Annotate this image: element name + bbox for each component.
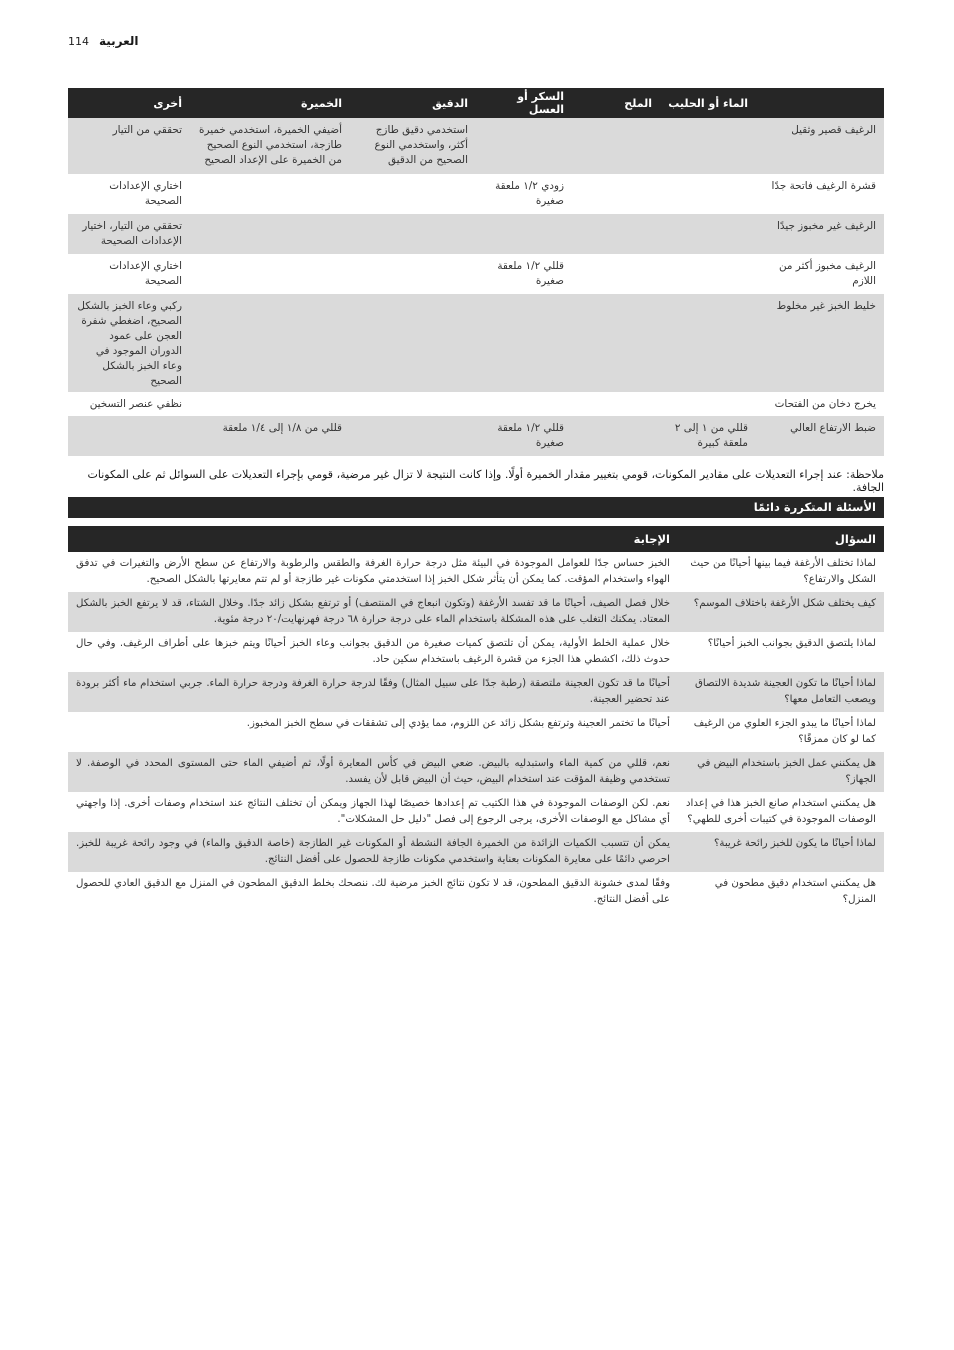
- table-row: [68, 416, 884, 456]
- section-language: العربية: [99, 34, 139, 48]
- table-cell: [476, 392, 572, 416]
- table-row: [68, 672, 884, 712]
- faq-answer: يمكن أن تتسبب الكميات الزائدة من الخميرة الجافة النشطة أو المكونات غير الطازجة (خاصة الدقيق والماء) في وجود رائحة غريبة للخبز. احرصي دائمًا على معايرة المكونات بعناية واستخدمي مكونات طازجة للحصول على أفضل النتائج.: [68, 832, 678, 872]
- column-header-question: السؤال: [678, 526, 884, 552]
- table-row: [68, 214, 884, 254]
- table-cell: [476, 118, 572, 174]
- table-row: [68, 392, 884, 416]
- faq-question: هل يمكنني عمل الخبز باستخدام البيض في الجهاز؟: [678, 752, 884, 792]
- table-cell: [572, 214, 660, 254]
- table-cell: [572, 118, 660, 174]
- faq-question: لماذا أحيانًا ما تكون العجينة شديدة الالتصاق ويصعب التعامل معها؟: [678, 672, 884, 712]
- faq-question: هل يمكنني استخدام صانع الخبز هذا في إعداد الوصفات الموجودة في كتيبات أخرى للطهي؟: [685, 798, 876, 825]
- faq-answer: أحيانًا ما قد تكون العجينة ملتصقة (رطبة جدًا على سبيل المثال) وفقًا لدرجة حرارة الغرفة ودرجة حرارة الماء. جربي استخدام ماء أكثر برودة عند تحضير العجينة.: [68, 672, 678, 712]
- table-cell: [660, 118, 756, 174]
- table-cell: يخرج دخان من الفتحات: [774, 398, 876, 410]
- column-header-problem: [756, 88, 884, 118]
- table-cell: [572, 174, 660, 214]
- column-header-other: أخرى: [68, 88, 190, 118]
- table-cell: قللي من ١/٨ إلى ١/٤ ملعقة: [190, 416, 350, 456]
- faq-question: هل يمكنني استخدام دقيق مطحون في المنزل؟: [714, 878, 876, 905]
- table-cell: [350, 214, 476, 254]
- table-row: [68, 592, 884, 632]
- table-cell: تحققي من التيار، اختيار الإعدادات الصحيحة: [68, 214, 190, 254]
- table-cell: قللي ١/٢ ملعقة صغيرة: [476, 416, 572, 456]
- faq-table: [68, 526, 884, 912]
- column-header-flour: الدقيق: [350, 88, 476, 118]
- column-header-salt: الملح: [572, 88, 660, 118]
- table-cell: [350, 416, 476, 456]
- table-row: [68, 632, 884, 672]
- table-cell: [190, 214, 350, 254]
- table-cell: نظفي عنصر التسخين: [89, 398, 182, 410]
- faq-answer: نعم، قللي من كمية الماء واستبدليه بالبيض. ضعي البيض في كأس المعايرة أولًا، ثم أضيفي الماء حتى المستوى المحدد في الوصفة. لا تستخدمي وظيفة المؤقت عند استخدام البيض، حيث أن البيض قابل لأن يفسد.: [68, 752, 678, 792]
- table-cell: قللي ١/٢ ملعقة صغيرة: [497, 260, 564, 287]
- faq-answer: الخبز حساس جدًا للعوامل الموجودة في البيئة مثل درجة حرارة الغرفة والطقس والرطوبة والارتفاع عن سطح الأرض والتغيرات في تدفق الهواء واستخدام المؤقت. كما يمكن أن يتأثر شكل الخبز إذا استخدمتي مكونات غير طازجة أو لم تتم معايرتها بالشكل الصحيح.: [76, 558, 670, 585]
- column-header-sugar-honey: السكر أو العسل: [476, 88, 572, 118]
- faq-answer: خلال عملية الخلط الأولية، يمكن أن تلتصق كميات صغيرة من الدقيق بجوانب وعاء الخبز أحيانًا ويتم خبزها على أطراف الرغيف. وفي حال حدوث ذلك، اكشطي هذا الجزء من قشرة الرغيف باستخدام سكين حاد.: [76, 638, 670, 665]
- table-cell: [350, 254, 476, 294]
- table-row: [68, 294, 884, 392]
- faq-question: لماذا تختلف الأرغفة فيما بينها أحيانًا من حيث الشكل والارتفاع؟: [690, 558, 876, 585]
- table-cell: [572, 294, 660, 392]
- table-cell: [572, 254, 660, 294]
- table-row: [68, 832, 884, 872]
- table-row: [68, 118, 884, 174]
- table-cell: زودي ١/٢ ملعقة صغيرة: [495, 180, 564, 207]
- table-cell: الرغيف غير مخبوز جيدًا: [756, 214, 884, 254]
- table-cell: [350, 174, 476, 214]
- table-cell: [660, 254, 756, 294]
- table-cell: [660, 174, 756, 214]
- column-header-yeast: الخميرة: [190, 88, 350, 118]
- troubleshooting-table: [68, 88, 884, 456]
- table-cell: أضيفي الخميرة، استخدمي خميرة طازجة، استخدمي النوع الصحيح من الخميرة على الإعداد الصحيح: [190, 118, 350, 174]
- faq-question: لماذا يلتصق الدقيق بجوانب الخبز أحيانًا؟: [707, 638, 876, 649]
- faq-header-row: [68, 526, 884, 552]
- table-cell: الرغيف مخبوز أكثر من اللازم: [779, 260, 876, 287]
- table-cell: [350, 294, 476, 392]
- table-cell: [572, 416, 660, 456]
- table-row: [68, 552, 884, 592]
- faq-question: لماذا أحيانًا ما يكون للخبز رائحة غريبة؟: [678, 832, 884, 872]
- table-cell: الرغيف قصير وثقيل: [756, 118, 884, 174]
- table-row: [68, 792, 884, 832]
- table-cell: [476, 294, 572, 392]
- table-cell: قشرة الرغيف فاتحة جدًا: [771, 180, 876, 192]
- table-cell: [190, 174, 350, 214]
- table-row: [68, 872, 884, 912]
- faq-answer: نعم. لكن الوصفات الموجودة في هذا الكتيب تم إعدادها خصيصًا لهذا الجهاز ويمكن أن تختلف النتائج عند استخدام وصفات أخرى. إذا واجهتي أي مشاكل مع الوصفات الأخرى، يرجى الرجوع إلى فصل "دليل حل المشكلات".: [76, 798, 670, 825]
- table-row: [68, 174, 884, 214]
- table-cell: استخدمي دقيق طازج أكثر، واستخدمي النوع الصحيح من الدقيق: [350, 118, 476, 174]
- table-cell: ضبط الارتفاع العالي: [756, 416, 884, 456]
- troubleshooting-header-row: [68, 88, 884, 118]
- column-header-answer: الإجابة: [68, 526, 678, 552]
- table-row: [68, 254, 884, 294]
- faq-answer: خلال فصل الصيف، أحيانًا ما قد تفسد الأرغفة (وتكون انبعاج في المنتصف) أو ترتفع بشكل زائد جدًا. وخلال الشتاء، قد لا يرتفع الخبز بالشكل المعتاد. يمكنك التغلب على هذه المشكلة باستخدام الماء على درجة حرارة ٦٨ درجة فهرنهايت/٢٠ درجة مئوية.: [68, 592, 678, 632]
- column-header-water-milk: الماء أو الحليب: [660, 88, 756, 118]
- table-cell: اختاري الإعدادات الصحيحة: [109, 260, 182, 287]
- table-cell: [350, 392, 476, 416]
- table-cell: [190, 392, 350, 416]
- table-cell: تحققي من التيار: [68, 118, 190, 174]
- table-cell: قللي من ١ إلى ٢ ملعقة كبيرة: [660, 416, 756, 456]
- table-row: [68, 752, 884, 792]
- table-cell: خليط الخبز غير مخلوط: [756, 294, 884, 392]
- table-cell: [476, 214, 572, 254]
- table-cell: اختاري الإعدادات الصحيحة: [109, 180, 182, 207]
- faq-question: كيف يختلف شكل الأرغفة باختلاف الموسم؟: [678, 592, 884, 632]
- table-row: [68, 712, 884, 752]
- table-cell: [190, 254, 350, 294]
- table-cell: [68, 416, 190, 456]
- faq-answer: وفقًا لمدى خشونة الدقيق المطحون، قد لا تكون نتائج الخبز مرضية لك. ننصحك بخلط الدقيق المطحون في المنزل مع الدقيق العادي للحصول على أفضل النتائج.: [76, 878, 670, 905]
- faq-section-title: الأسئلة المتكررة دائمًا: [68, 497, 884, 518]
- table-cell: [660, 214, 756, 254]
- table-cell: [660, 294, 756, 392]
- adjustment-note: ملاحظة: عند إجراء التعديلات على مقادير المكونات، قومي بتغيير مقدار الخميرة أولًا. وإذا كانت النتيجة لا تزال غير مرضية، قومي بإجراء التعديلات على السوائل ثم على المكونات الجافة.: [87, 468, 884, 494]
- faq-answer: أحيانًا ما تختمر العجينة وترتفع بشكل زائد عن اللزوم، مما يؤدي إلى تشققات في سطح الخبز المخبوز.: [246, 718, 670, 729]
- table-cell: ركبي وعاء الخبز بالشكل الصحيح، اضغطي شفرة العجن على عمود الدوران الموجود في وعاء الخبز بالشكل الصحيح: [68, 294, 190, 392]
- faq-question: لماذا أحيانًا ما يبدو الجزء العلوي من الرغيف كما لو كان ممزقًا؟: [693, 718, 876, 745]
- table-cell: [572, 392, 660, 416]
- table-cell: [190, 294, 350, 392]
- page-header: [68, 34, 139, 48]
- table-cell: [660, 392, 756, 416]
- page-number: 114: [68, 35, 89, 48]
